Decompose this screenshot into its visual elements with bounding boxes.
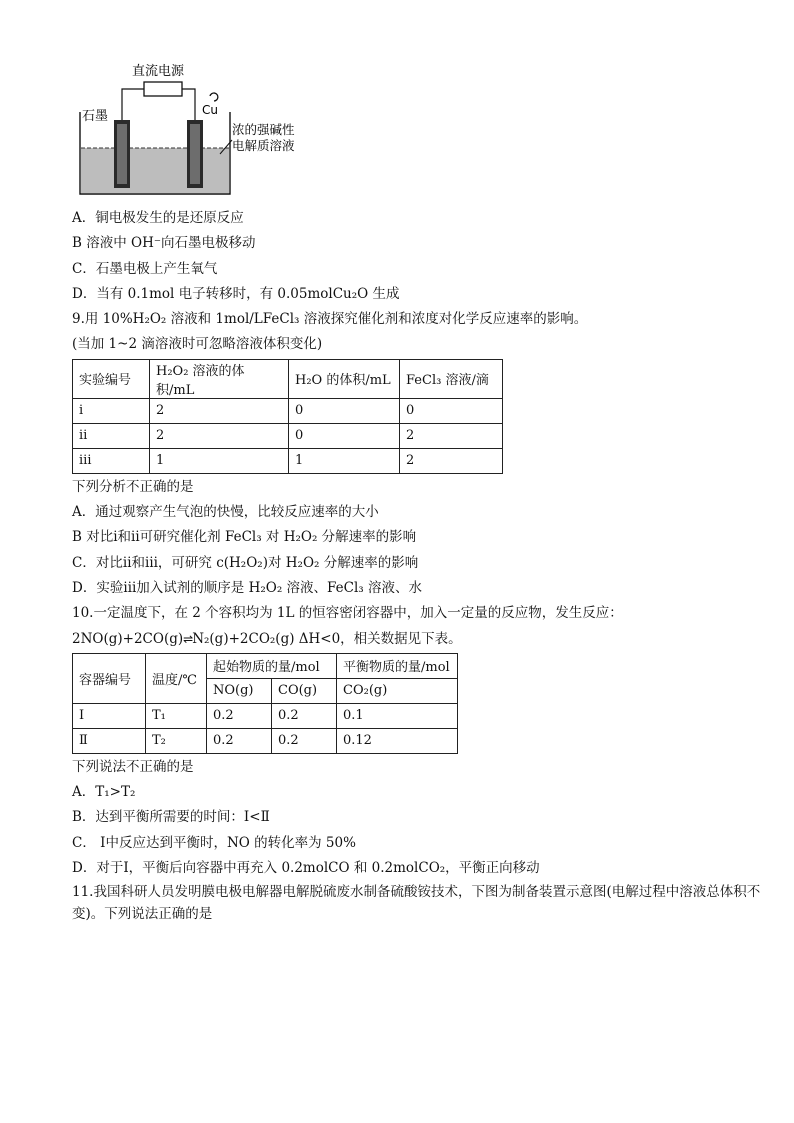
text-body (72, 206, 762, 925)
q9-option-b: B 对比ⅰ和ⅱ可研究催化剂 FeCl₃ 对 H₂O₂ 分解速率的影响 (72, 529, 417, 546)
table-cell: 0.2 (272, 728, 337, 753)
header-temperature: 温度/℃ (146, 653, 207, 703)
wire-left (122, 89, 144, 120)
q10-option-c: C． Ⅰ中反应达到平衡时，NO 的转化率为 50% (72, 834, 356, 851)
q10-stem: 10.一定温度下，在 2 个容积均为 1L 的恒容密闭容器中，加入一定量的反应物，发生反应： (72, 605, 623, 622)
table-cell: 0 (289, 398, 400, 423)
table-cell: 0.2 (272, 703, 337, 728)
q11-stem: 11.我国科研人员发明膜电极电解器电解脱硫废水制备硫酸铵技术，下图为制备装置示意图(电解过程中溶液总体积不变)。下列说法正确的是 (72, 884, 761, 923)
cu-hook-icon (210, 93, 218, 101)
q9-question: 下列分析不正确的是 (72, 478, 194, 495)
graphite-label: 石墨 (82, 109, 109, 124)
table-cell: 0.2 (207, 728, 272, 753)
subheader-no: NO(g) (207, 678, 272, 703)
q9-header-cell: H₂O 的体积/mL (289, 359, 400, 398)
q9-header-cell: FeCl₃ 溶液/滴 (400, 359, 503, 398)
electrolysis-svg (70, 62, 350, 202)
q9-option-a: A．通过观察产生气泡的快慢，比较反应速率的大小 (72, 504, 379, 521)
header-start-amount: 起始物质的量/mol (207, 653, 337, 678)
q10-table (72, 653, 458, 754)
table-cell: ⅰ (73, 398, 150, 423)
table-row (73, 398, 503, 423)
q10-option-b: B．达到平衡所需要的时间：Ⅰ<Ⅱ (72, 809, 270, 826)
header-eq-amount: 平衡物质的量/mol (337, 653, 458, 678)
q8-option-b: B 溶液中 OH⁻向石墨电极移动 (72, 235, 256, 252)
q10-question: 下列说法不正确的是 (72, 758, 194, 775)
q8-option-a: A．铜电极发生的是还原反应 (72, 210, 244, 226)
table-row (73, 728, 458, 753)
q9-header-cell: H₂O₂ 溶液的体积/mL (150, 359, 289, 398)
q9-option-c: C．对比ⅱ和ⅲ，可研究 c(H₂O₂)对 H₂O₂ 分解速率的影响 (72, 554, 419, 571)
q9-table (72, 359, 503, 474)
q9-table-wrap (72, 359, 762, 474)
table-cell: 0.2 (207, 703, 272, 728)
solution (81, 148, 229, 193)
q9-option-d: D．实验ⅲ加入试剂的顺序是 H₂O₂ 溶液、FeCl₃ 溶液、水 (72, 579, 422, 596)
table-row (73, 703, 458, 728)
table-cell: T₂ (146, 728, 207, 753)
table-cell: 2 (150, 423, 289, 448)
table-header-row (73, 653, 458, 678)
table-cell: 0.1 (337, 703, 458, 728)
header-container: 容器编号 (73, 653, 146, 703)
table-cell: 0 (400, 398, 503, 423)
table-cell: 2 (150, 398, 289, 423)
power-label: 直流电源 (132, 64, 185, 79)
equilibrium-arrow-icon: ⇌ (183, 631, 193, 646)
table-cell: 1 (150, 448, 289, 473)
table-row (73, 423, 503, 448)
table-cell: ⅲ (73, 448, 150, 473)
q8-option-d: D．当有 0.1mol 电子转移时，有 0.05molCu₂O 生成 (72, 285, 400, 302)
table-cell: 1 (289, 448, 400, 473)
subheader-co2: CO₂(g) (337, 678, 458, 703)
q8-option-c: C．石墨电极上产生氧气 (72, 260, 218, 277)
table-cell: 0.12 (337, 728, 458, 753)
wire-right (182, 89, 195, 120)
equation-left: 2NO(g)+2CO(g) (72, 630, 184, 647)
q9-stem: 9.用 10%H₂O₂ 溶液和 1mol/LFeCl₃ 溶液探究催化剂和浓度对化学反应速率的影响。 (72, 311, 588, 328)
electrolysis-diagram (70, 62, 350, 202)
table-cell: Ⅰ (73, 703, 146, 728)
cu-label: Cu (202, 103, 218, 117)
table-cell: 2 (400, 423, 503, 448)
table-cell: 2 (400, 448, 503, 473)
q10-table-wrap (72, 653, 762, 754)
q10-option-d: D．对于Ⅰ，平衡后向容器中再充入 0.2molCO 和 0.2molCO₂，平衡正向移动 (72, 860, 540, 877)
q9-header-cell: 实验编号 (73, 359, 150, 398)
table-row (73, 448, 503, 473)
table-cell: Ⅱ (73, 728, 146, 753)
power-box (144, 82, 182, 96)
q9-note: (当加 1~2 滴溶液时可忽略溶液体积变化) (72, 336, 323, 353)
electrolyte-label-2: 电解质溶液 (232, 138, 295, 153)
table-cell: 0 (289, 423, 400, 448)
table-cell: T₁ (146, 703, 207, 728)
electrolyte-label-1: 浓的强碱性 (232, 122, 295, 137)
table-cell: ⅱ (73, 423, 150, 448)
q10-equation (72, 627, 762, 652)
subheader-co: CO(g) (272, 678, 337, 703)
graphite-electrode-inner (117, 124, 127, 184)
q10-option-a: A．T₁>T₂ (72, 784, 136, 801)
cu-electrode-inner (190, 124, 200, 184)
table-header-row (73, 359, 503, 398)
equation-right: N₂(g)+2CO₂(g) ΔH<0，相关数据见下表。 (192, 630, 462, 647)
